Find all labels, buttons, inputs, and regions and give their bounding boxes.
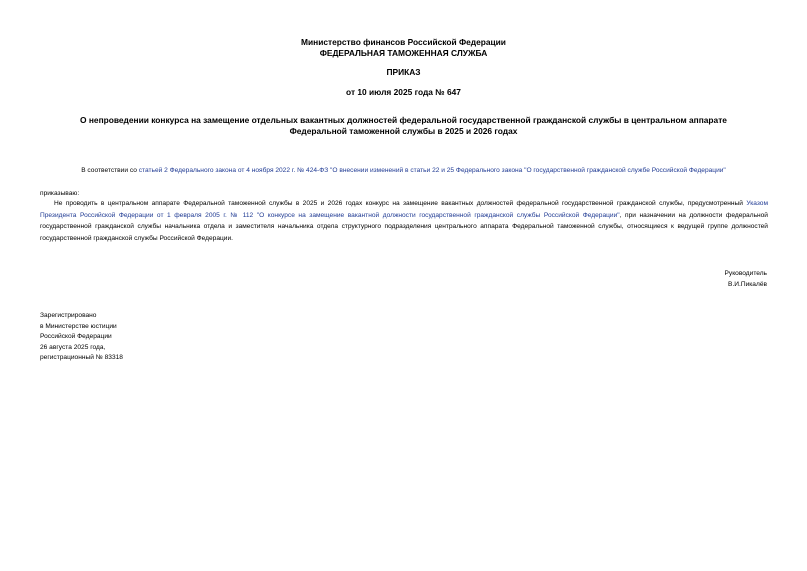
order-text-before: Не проводить в центральном аппарате Федеральной таможенной службы в 2025 и 2026 годах конкурс на замещение вакантных должностей федеральной государственной гражданской службы, предусмотренный — [54, 200, 747, 207]
registration-line: Зарегистрировано — [40, 312, 97, 319]
signer-name: В.И.Пикалёв — [728, 281, 767, 288]
document-date-number: от 10 июля 2025 года № 647 — [346, 87, 461, 97]
registration-line: Российской Федерации — [40, 333, 112, 340]
legal-basis — [0, 166, 807, 175]
presidential-decree-link[interactable]: Указом Президента Российской Федерации от 1 февраля 2005 г. № 112 "О конкурсе на замещение вакантной должности государственной гражданской службы Российской Федерации" — [40, 200, 768, 219]
signer-position: Руководитель — [724, 270, 767, 277]
order-text-after: , при назначении на должности федеральной государственной гражданской службы начальника отдела и заместителя начальника отдела структурного подразделения центрального аппарата Федеральной таможенной службы, относящиеся к ведущей группе должностей государственной гражданской службы Российской Федерации. — [40, 211, 768, 242]
legal-basis-prefix: В соответствии со — [81, 167, 139, 174]
order-paragraph — [40, 198, 768, 244]
registration-line: регистрационный № 83318 — [40, 354, 123, 361]
document-title: О непроведении конкурса на замещение отдельных вакантных должностей федеральной государственной гражданской службы в центральном аппарате Федеральной таможенной службы в 2025 и 2026 годах — [80, 115, 727, 136]
service-name: ФЕДЕРАЛЬНАЯ ТАМОЖЕННАЯ СЛУЖБА — [319, 48, 488, 58]
ordering-word: приказываю: — [40, 190, 80, 197]
document-type: ПРИКАЗ — [386, 67, 421, 77]
federal-law-link[interactable]: статьей 2 Федерального закона от 4 ноября 2022 г. № 424-ФЗ "О внесении изменений в статьи 22 и 25 Федерального закона "О государственной гражданской службе Российской Федерации" — [138, 167, 726, 174]
ministry-name: Министерство финансов Российской Федерации — [301, 37, 506, 47]
registration-line: 26 августа 2025 года, — [40, 343, 106, 351]
registration-line: в Министерстве юстиции — [40, 322, 117, 330]
registration-block — [40, 311, 123, 364]
